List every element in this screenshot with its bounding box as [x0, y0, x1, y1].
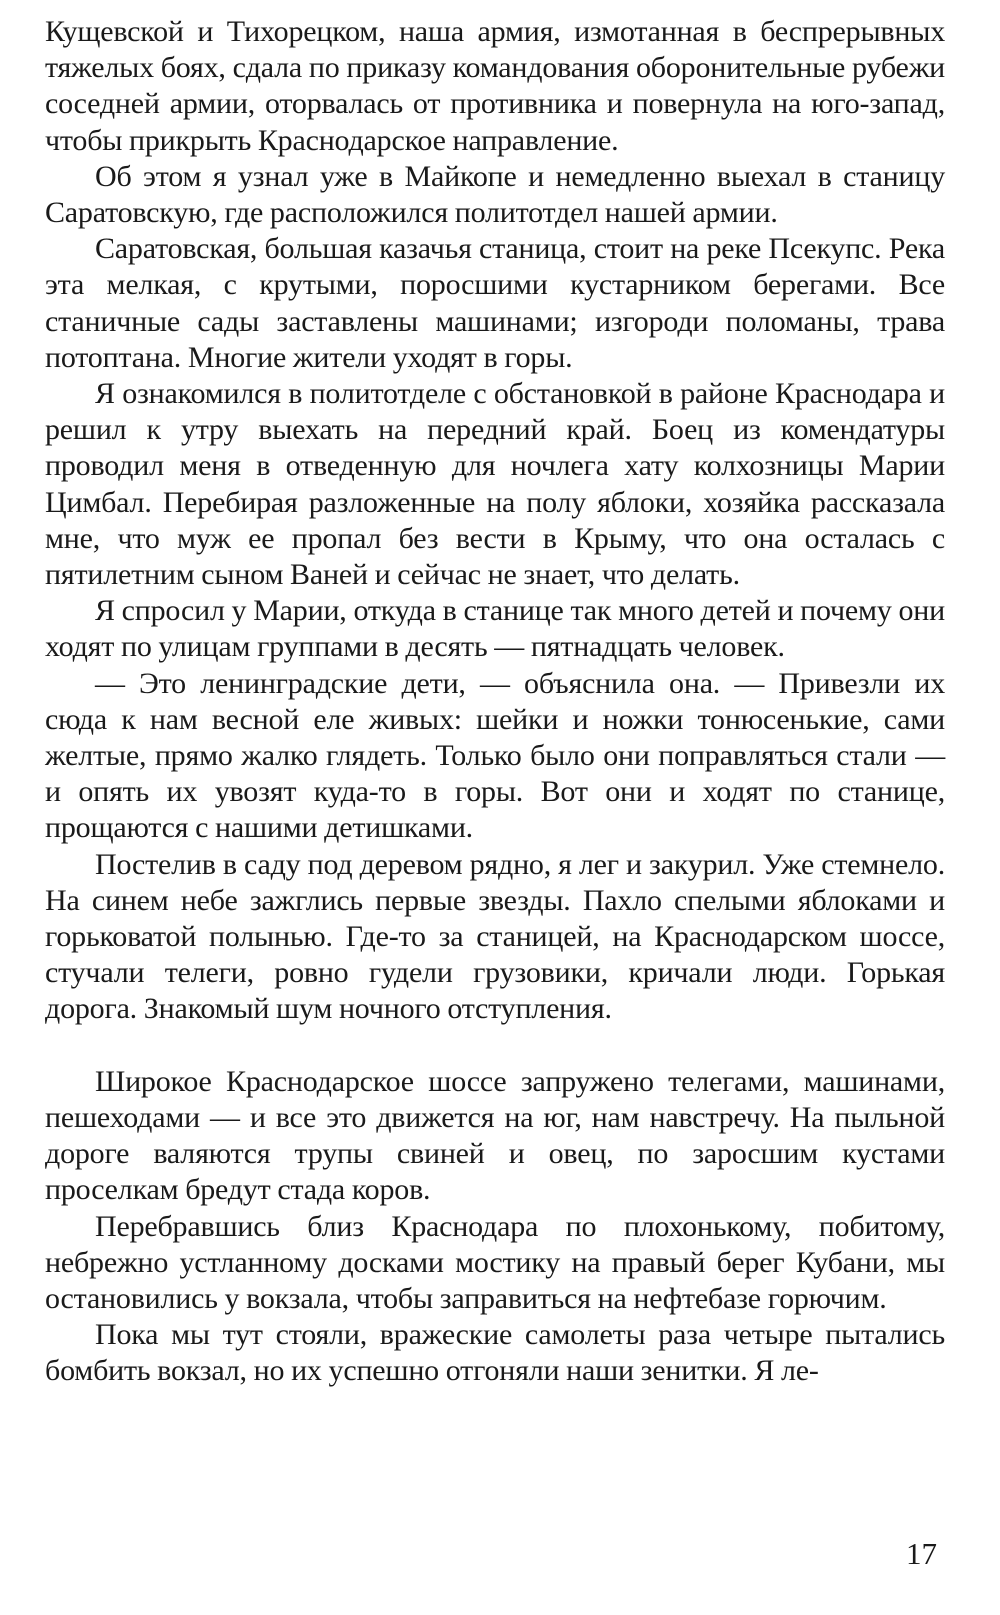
book-page	[45, 14, 945, 1604]
paragraph: — Это ленинградские дети, — объяснила она. — Привезли их сюда к нам весной еле живых: шейки и ножки тонюсенькие, сами желтые, прямо жалко глядеть. Только было они поправляться стали — и опять их увозят куда-то в горы. Вот они и ходят по станице, прощаются с нашими детишками.	[45, 666, 945, 845]
paragraph: Кущевской и Тихорецком, наша армия, измотанная в беспрерывных тяжелых боях, сдала по приказу командования оборонительные рубежи соседней армии, оторвалась от противника и повернула на юго-запад, чтобы прикрыть Краснодарское направление.	[45, 15, 945, 157]
paragraph: Об этом я узнал уже в Майкопе и немедленно выехал в станицу Саратовскую, где расположился политотдел нашей армии.	[45, 159, 945, 230]
paragraph: Я спросил у Марии, откуда в станице так много детей и почему они ходят по улицам группами в десять — пятнадцать человек.	[45, 594, 945, 664]
paragraph: Саратовская, большая казачья станица, стоит на реке Псекупс. Река эта мелкая, с крутыми, поросшими кустарником берегами. Все станичные сады заставлены машинами; изгороди поломаны, трава потоптана. Многие жители уходят в горы.	[45, 232, 945, 374]
page-number: 17	[906, 1536, 937, 1571]
paragraph: Пока мы тут стояли, вражеские самолеты раза четыре пытались бомбить вокзал, но их успешно отгоняли наши зенитки. Я ле-	[45, 1318, 945, 1388]
body-text	[45, 14, 945, 1390]
paragraph: Постелив в саду под деревом рядно, я лег и закурил. Уже стемнело. На синем небе зажглись первые звезды. Пахло спелыми яблоками и горьковатой полынью. Где-то за станицей, на Краснодарском шоссе, стучали телеги, ровно гудели грузовики, кричали люди. Горькая дорога. Знакомый шум ночного отступления.	[45, 847, 945, 1026]
paragraph: Я ознакомился в политотделе с обстановкой в районе Краснодара и решил к утру выехать на передний край. Боец из комендатуры проводил меня в отведенную для ночлега хату колхозницы Марии Цимбал. Перебирая разложенные на полу яблоки, хозяйка рассказала мне, что муж ее пропал без вести в Крыму, что она осталась с пятилетним сыном Ваней и сейчас не знает, что делать.	[45, 377, 945, 592]
paragraph: Широкое Краснодарское шоссе запружено телегами, машинами, пешеходами — и все это движется на юг, нам навстречу. На пыльной дороге валяются трупы свиней и овец, по заросшим кустами проселкам бредут стада коров.	[45, 1064, 945, 1207]
paragraph: Перебравшись близ Краснодара по плохонькому, побитому, небрежно устланному досками мостику на правый берег Кубани, мы остановились у вокзала, чтобы заправиться на нефтебазе горючим.	[45, 1209, 945, 1315]
